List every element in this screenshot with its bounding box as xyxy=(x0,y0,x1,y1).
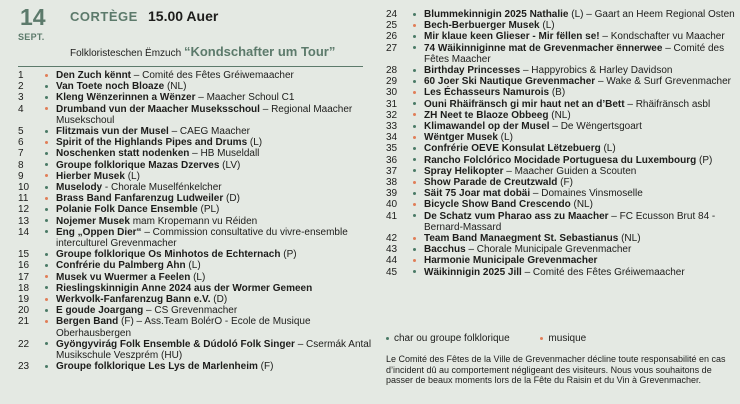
music-dot-icon xyxy=(45,141,48,144)
group-dot-icon xyxy=(413,158,416,161)
entry-detail: (F) xyxy=(257,361,274,373)
entry-number: 4 xyxy=(18,103,24,115)
list-item xyxy=(386,121,736,132)
entry-number: 21 xyxy=(18,316,30,328)
entry-number: 6 xyxy=(18,137,24,149)
list-item xyxy=(386,43,736,65)
entry-detail: – Wake & Surf Grevenmacher xyxy=(595,76,731,88)
entry-number: 23 xyxy=(18,361,30,373)
entry-name: Bicycle Show Band Crescendo xyxy=(424,199,571,211)
entry-name: Les Échasseurs Namurois xyxy=(424,87,550,99)
group-dot-icon xyxy=(45,85,48,88)
list-item xyxy=(18,227,373,249)
group-dot-icon xyxy=(45,208,48,211)
entry-name: Nojemer Musek xyxy=(56,215,130,227)
entry-name: Werkvolk-Fanfarenzug Bann e.V. xyxy=(56,294,211,306)
entry-number: 11 xyxy=(18,193,29,205)
list-item xyxy=(18,316,373,338)
entry-detail: (L) xyxy=(190,271,206,283)
entry-number: 7 xyxy=(18,148,24,160)
list-item xyxy=(386,76,736,87)
group-dot-icon xyxy=(413,192,416,195)
list-item xyxy=(18,361,373,372)
event-month: SEPT. xyxy=(18,32,45,42)
list-item xyxy=(386,188,736,199)
group-dot-icon xyxy=(45,130,48,133)
music-dot-icon xyxy=(45,197,48,200)
list-item xyxy=(386,9,736,20)
entry-detail: – Maacher Schoul C1 xyxy=(195,92,295,104)
group-dot-icon xyxy=(45,286,48,289)
entry-detail: – Comité des Fêtes Gréiwemaacher xyxy=(521,266,685,278)
entry-detail: (B) xyxy=(549,87,566,99)
group-dot-icon xyxy=(45,219,48,222)
entry-number: 32 xyxy=(386,109,398,121)
parade-list-right xyxy=(386,9,736,278)
entry-number: 9 xyxy=(18,170,24,182)
disclaimer-note: Le Comité des Fêtes de la Ville de Grevenmacher décline toute responsabilité en cas d’incident dû au comportement négligeant des visiteurs. Nous vous souhaitons de passer de beaux moments lors de la Fête du Raisin et du Vin à Grevenmacher. xyxy=(386,354,726,386)
entry-name: Harmonie Municipale Grevenmacher xyxy=(424,255,598,267)
list-item xyxy=(386,87,736,98)
entry-name: E goude Joargang xyxy=(56,305,144,317)
entry-name: Noschenken statt nodenken xyxy=(56,148,190,160)
entry-number: 24 xyxy=(386,9,398,20)
entry-name: Brass Band Fanfarenzug Ludweiler xyxy=(56,193,224,205)
music-dot-icon xyxy=(413,24,416,27)
event-title: CORTÈGE xyxy=(70,9,138,24)
entry-number: 37 xyxy=(386,165,398,177)
list-item xyxy=(386,267,736,278)
list-item xyxy=(18,148,373,159)
list-item xyxy=(18,104,373,126)
entry-name: Rancho Folclórico Mocidade Portuguesa du Luxembourg xyxy=(424,154,697,166)
subtitle-prefix: Folkloristeschen Ëmzuch xyxy=(70,48,184,59)
entry-name: Wëntger Musek xyxy=(424,132,498,144)
entry-detail: (L) xyxy=(124,170,140,182)
entry-detail: (L) xyxy=(539,20,555,32)
group-dot-icon xyxy=(45,309,48,312)
group-dot-icon xyxy=(413,35,416,38)
entry-name: Groupe folklorique Mazas Dzerves xyxy=(56,159,220,171)
entry-name: Van Toete noch Bloaze xyxy=(56,81,165,93)
entry-number: 10 xyxy=(18,182,30,194)
entry-name: Bacchus xyxy=(424,244,466,256)
list-item xyxy=(386,65,736,76)
entry-name: De Schatz vum Pharao ass zu Maacher xyxy=(424,210,609,222)
entry-name: Musek vu Wuermer a Feelen xyxy=(56,271,191,283)
group-dot-icon xyxy=(413,46,416,49)
entry-name: Klimawandel op der Musel xyxy=(424,121,550,133)
music-dot-icon xyxy=(45,107,48,110)
entry-name: Spirit of the Highlands Pipes and Drums xyxy=(56,137,248,149)
list-item xyxy=(386,110,736,121)
entry-number: 22 xyxy=(18,338,30,350)
entry-name: Confrérie du Palmberg Ahn xyxy=(56,260,186,272)
entry-detail: (L) – Gaart an Heem Regional Osten xyxy=(568,9,735,20)
entry-detail: (P) xyxy=(280,249,297,261)
entry-name: Polanie Folk Dance Ensemble xyxy=(56,204,198,216)
group-dot-icon xyxy=(45,264,48,267)
list-item xyxy=(18,249,373,260)
list-item xyxy=(18,81,373,92)
list-item xyxy=(386,143,736,154)
entry-number: 45 xyxy=(386,266,398,278)
entry-detail: – CS Grevenmacher xyxy=(143,305,238,317)
entry-number: 3 xyxy=(18,92,24,104)
list-item xyxy=(18,339,373,361)
entry-name: Kleng Wënzerinnen a Wënzer xyxy=(56,92,196,104)
music-dot-icon xyxy=(413,136,416,139)
entry-number: 19 xyxy=(18,294,30,306)
entry-name: Den Zuch kënnt xyxy=(56,70,132,81)
entry-detail: – Maacher Guiden a Scouten xyxy=(503,165,637,177)
group-dot-icon xyxy=(45,96,48,99)
music-dot-icon xyxy=(413,113,416,116)
entry-number: 2 xyxy=(18,81,24,93)
entry-name: Gyöngyvirág Folk Ensemble & Dúdoló Folk Singer xyxy=(56,338,295,350)
group-dot-icon xyxy=(45,342,48,345)
entry-name: Hierber Musek xyxy=(56,170,125,182)
group-dot-icon xyxy=(413,69,416,72)
music-dot-icon xyxy=(413,237,416,240)
entry-name: Wäikinnigin 2025 Jill xyxy=(424,266,522,278)
legend-group xyxy=(386,333,510,344)
list-item xyxy=(386,199,736,210)
music-dot-icon xyxy=(413,203,416,206)
entry-detail: (L) xyxy=(600,143,616,155)
group-dot-icon xyxy=(413,248,416,251)
entry-number: 41 xyxy=(386,210,398,222)
music-dot-icon xyxy=(45,298,48,301)
entry-number: 1 xyxy=(18,70,24,81)
entry-number: 44 xyxy=(386,255,398,267)
entry-detail: – FC Ecusson Brut 84 - Bernard-Massard xyxy=(424,210,716,233)
list-item xyxy=(18,171,373,182)
group-dot-icon xyxy=(45,230,48,233)
music-dot-icon xyxy=(413,259,416,262)
list-item xyxy=(18,272,373,283)
entry-detail: (PL) xyxy=(197,204,220,216)
entry-name: Ouni Rhäifränsch gi mir haut net an d’Bett xyxy=(424,98,625,110)
entry-number: 13 xyxy=(18,215,30,227)
legend-music-label: musique xyxy=(548,333,587,344)
entry-detail: (L) xyxy=(185,260,201,272)
entry-number: 29 xyxy=(386,76,398,88)
entry-number: 17 xyxy=(18,271,30,283)
entry-detail: – Domaines Vinsmoselle xyxy=(530,188,643,200)
entry-detail: – Commission consultative du vivre-ensemble interculturel Grevenmacher xyxy=(56,226,348,250)
entry-detail: – Comité des Fêtes Gréiwemaacher xyxy=(131,70,294,81)
entry-detail: (NL) xyxy=(618,233,641,245)
entry-number: 42 xyxy=(386,233,398,245)
entry-name: Drumband vun der Maacher Museksschoul xyxy=(56,103,260,115)
group-dot-icon xyxy=(413,125,416,128)
group-dot-icon xyxy=(45,186,48,189)
entry-name: Show Parade de Creutzwald xyxy=(424,177,558,189)
list-item xyxy=(18,260,373,271)
list-item xyxy=(386,20,736,31)
subtitle-theme: “Kondschafter um Tour” xyxy=(183,44,336,59)
list-item xyxy=(386,211,736,233)
music-dot-icon xyxy=(413,181,416,184)
entry-number: 40 xyxy=(386,199,398,211)
entry-detail: – Rhäifränsch asbl xyxy=(624,98,711,110)
entry-number: 8 xyxy=(18,159,24,171)
list-item xyxy=(386,132,736,143)
entry-number: 34 xyxy=(386,132,398,144)
music-dot-icon xyxy=(413,91,416,94)
entry-detail: – De Wëngertsgoart xyxy=(549,121,642,133)
entry-name: Groupe folklorique Os Minhotos de Echternach xyxy=(56,249,281,261)
legend-music xyxy=(512,333,586,344)
entry-detail: – CAEG Maacher xyxy=(168,126,250,138)
list-item xyxy=(18,70,373,81)
group-dot-icon xyxy=(413,80,416,83)
event-day: 14 xyxy=(20,4,46,30)
list-item xyxy=(386,166,736,177)
entry-number: 38 xyxy=(386,177,398,189)
entry-name: Bergen Band xyxy=(56,316,119,328)
list-item xyxy=(386,177,736,188)
entry-detail: (LV) xyxy=(219,159,241,171)
event-header xyxy=(0,0,380,68)
entry-detail: (D) xyxy=(223,193,240,205)
entry-name: Team Band Manaegment St. Sebastianus xyxy=(424,233,619,245)
event-time: 15.00 Auer xyxy=(148,8,219,24)
group-dot-icon xyxy=(45,365,48,368)
entry-number: 25 xyxy=(386,20,398,32)
entry-number: 33 xyxy=(386,121,398,133)
entry-detail: – Happyrobics & Harley Davidson xyxy=(520,65,673,77)
entry-name: Groupe folklorique Les Lys de Marlenheim xyxy=(56,361,258,373)
entry-detail: (L) xyxy=(497,132,513,144)
entry-detail: (NL) xyxy=(570,199,593,211)
group-dot-icon xyxy=(413,102,416,105)
entry-name: Muselody xyxy=(56,182,103,194)
entry-name: Eng „Oppen Dier“ xyxy=(56,226,142,238)
entry-name: 74 Wäikinniginne mat de Grevenmacher ënnerwee xyxy=(424,42,663,54)
entry-number: 16 xyxy=(18,260,30,272)
entry-number: 31 xyxy=(386,98,398,110)
legend-group-label: char ou groupe folklorique xyxy=(394,333,510,344)
group-dot-icon xyxy=(45,163,48,166)
list-item xyxy=(18,216,373,227)
music-dot-icon xyxy=(45,74,48,77)
entry-number: 36 xyxy=(386,154,398,166)
entry-number: 15 xyxy=(18,249,30,261)
music-dot-icon xyxy=(45,174,48,177)
list-item xyxy=(386,255,736,266)
entry-detail: – HB Museldall xyxy=(189,148,260,160)
legend xyxy=(386,333,586,344)
entry-number: 35 xyxy=(386,143,398,155)
entry-detail: mam Kropemann vu Réiden xyxy=(129,215,258,227)
entry-detail: (P) xyxy=(696,154,713,166)
entry-name: Birthday Princesses xyxy=(424,65,521,77)
list-item xyxy=(386,244,736,255)
list-item xyxy=(18,283,373,294)
list-item xyxy=(18,294,373,305)
list-item xyxy=(18,182,373,193)
entry-number: 20 xyxy=(18,305,30,317)
group-dot-icon xyxy=(386,337,389,340)
list-item xyxy=(18,92,373,103)
entry-name: Bech-Berbuerger Musek xyxy=(424,20,540,32)
entry-number: 30 xyxy=(386,87,398,99)
entry-detail: – Csermák Antal Musikschule Veszprém (HU) xyxy=(56,338,372,362)
music-dot-icon xyxy=(540,337,543,340)
list-item xyxy=(18,126,373,137)
music-dot-icon xyxy=(45,320,48,323)
list-item xyxy=(18,193,373,204)
entry-number: 43 xyxy=(386,244,398,256)
entry-name: Spray Helikopter xyxy=(424,165,504,177)
entry-detail: (F) xyxy=(557,177,573,189)
list-item xyxy=(18,204,373,215)
entry-detail: (F) – Ass.Team BolérO - Ecole de Musique Oberhausbergen xyxy=(56,316,311,339)
entry-detail: (NL) xyxy=(164,81,187,93)
entry-name: Säit 75 Joar mat dobäi xyxy=(424,188,531,200)
list-item xyxy=(386,99,736,110)
group-dot-icon xyxy=(413,214,416,217)
entry-detail: – Chorale Municipale Grevenmacher xyxy=(465,244,632,256)
group-dot-icon xyxy=(413,169,416,172)
event-subtitle xyxy=(70,44,335,59)
entry-name: Flitzmais vun der Musel xyxy=(56,126,169,138)
entry-name: ZH Neet te Blaoze Obbeeg xyxy=(424,109,549,121)
entry-detail: (L) xyxy=(247,137,263,149)
group-dot-icon xyxy=(413,270,416,273)
list-item xyxy=(18,305,373,316)
entry-detail: – Kondschafter vu Maacher xyxy=(599,31,725,43)
entry-detail: - Chorale Muselfénkelcher xyxy=(102,182,222,194)
list-item xyxy=(18,137,373,148)
entry-number: 26 xyxy=(386,31,398,43)
entry-detail: (NL) xyxy=(548,109,571,121)
entry-detail: – Regional Maacher Musekschoul xyxy=(56,103,353,126)
music-dot-icon xyxy=(45,275,48,278)
list-item xyxy=(18,160,373,171)
entry-number: 28 xyxy=(386,65,398,77)
list-item xyxy=(386,31,736,42)
entry-name: Blummekinnigin 2025 Nathalie xyxy=(424,9,569,20)
parade-list-left xyxy=(18,70,373,372)
list-item xyxy=(386,155,736,166)
entry-name: 60 Joer Ski Nautique Grevenmacher xyxy=(424,76,596,88)
entry-detail: (D) xyxy=(210,294,228,306)
entry-number: 14 xyxy=(18,226,30,238)
entry-name: Rieslingskinnigin Anne 2024 aus der Wormer Gemeen xyxy=(56,282,313,294)
group-dot-icon xyxy=(45,253,48,256)
entry-name: Confrérie OEVE Konsulat Lëtzebuerg xyxy=(424,143,601,155)
entry-name: Mir klaue keen Glieser - Mir fëllen se! xyxy=(424,31,600,43)
entry-number: 12 xyxy=(18,204,30,216)
entry-detail: – Comité des Fêtes Maacher xyxy=(424,42,725,65)
group-dot-icon xyxy=(413,147,416,150)
entry-number: 18 xyxy=(18,282,30,294)
entry-number: 27 xyxy=(386,42,398,54)
entry-number: 39 xyxy=(386,188,398,200)
entry-number: 5 xyxy=(18,126,24,138)
header-divider xyxy=(18,66,363,67)
group-dot-icon xyxy=(45,152,48,155)
list-item xyxy=(386,233,736,244)
group-dot-icon xyxy=(413,13,416,16)
